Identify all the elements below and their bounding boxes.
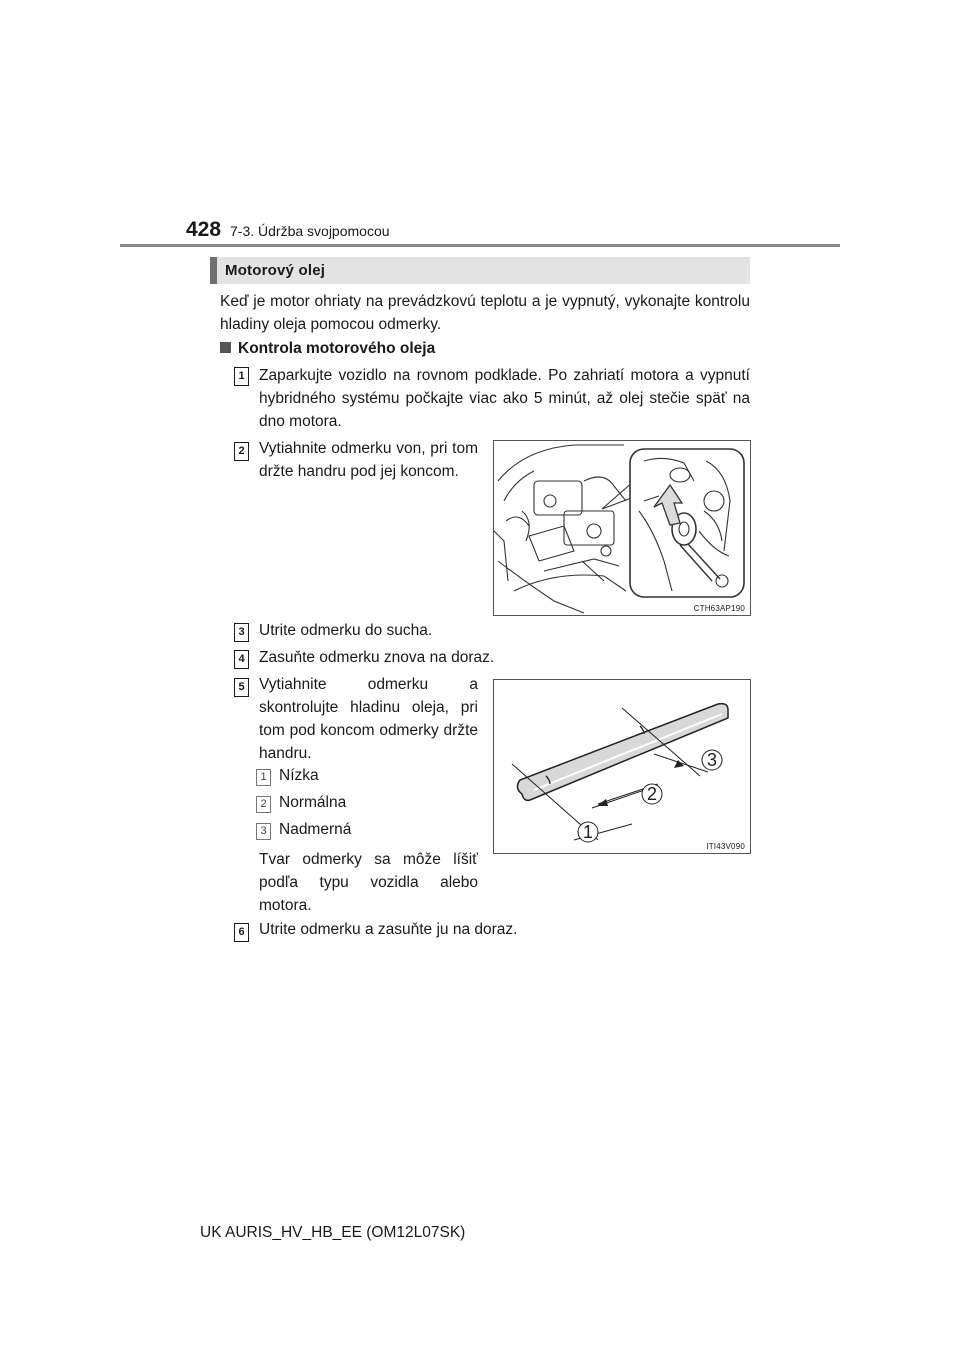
square-bullet-icon <box>220 342 231 353</box>
step-text-2: Vytiahnite odmerku von, pri tom držte handru pod jej koncom. <box>259 440 478 480</box>
dipstick-shape-note: Tvar odmerky sa môže líšiť podľa typu vozidla alebo motora. <box>259 851 478 914</box>
page-number: 428 <box>186 218 222 241</box>
legend-number-1: 1 <box>256 769 271 786</box>
engine-figure-code: CTH63AP190 <box>693 604 745 613</box>
legend-label-normal: Normálna <box>279 794 347 811</box>
dipstick-illustration <box>494 680 750 853</box>
legend-label-low: Nízka <box>279 767 319 784</box>
legend-label-excessive: Nadmerná <box>279 821 352 838</box>
engine-compartment-figure <box>493 440 751 616</box>
legend-number-2: 2 <box>256 796 271 813</box>
callout-2: 2 <box>647 784 658 804</box>
dipstick-figure-code: ITI43V090 <box>706 842 745 851</box>
step-badge-4: 4 <box>234 650 249 669</box>
document-footer: UK AURIS_HV_HB_EE (OM12L07SK) <box>200 1224 466 1241</box>
callout-3: 3 <box>707 750 718 770</box>
step-badge-1: 1 <box>234 367 249 386</box>
step-text-1: Zaparkujte vozidlo na rovnom podklade. Po zahriatí motora a vypnutí hybridného systému počkajte viac ako 5 minút, až olej stečie späť na dno motora. <box>259 367 750 430</box>
step-text-5: Vytiahnite odmerku a skontrolujte hladinu oleja, pri tom pod koncom odmerky držte handru. <box>259 676 478 762</box>
intro-paragraph: Keď je motor ohriaty na prevádzkovú teplotu a je vypnutý, vykonajte kontrolu hladiny oleja pomocou odmerky. <box>220 293 750 333</box>
step-badge-5: 5 <box>234 678 249 697</box>
header-divider <box>120 244 840 247</box>
section-title: Motorový olej <box>225 262 326 279</box>
chapter-title: 7-3. Údržba svojpomocou <box>230 223 390 239</box>
subsection-heading <box>220 340 435 358</box>
dipstick-level-figure <box>493 679 751 854</box>
step-text-6: Utrite odmerku a zasuňte ju na doraz. <box>259 921 518 938</box>
section-heading-bar <box>210 257 750 284</box>
step-badge-3: 3 <box>234 623 249 642</box>
step-text-3: Utrite odmerku do sucha. <box>259 622 433 639</box>
section-heading-accent <box>210 257 217 284</box>
step-badge-2: 2 <box>234 442 249 461</box>
step-badge-6: 6 <box>234 923 249 942</box>
subsection-title: Kontrola motorového oleja <box>238 340 436 357</box>
legend-number-3: 3 <box>256 823 271 840</box>
step-text-4: Zasuňte odmerku znova na doraz. <box>259 649 495 666</box>
engine-illustration <box>494 441 750 615</box>
callout-1: 1 <box>583 822 594 842</box>
